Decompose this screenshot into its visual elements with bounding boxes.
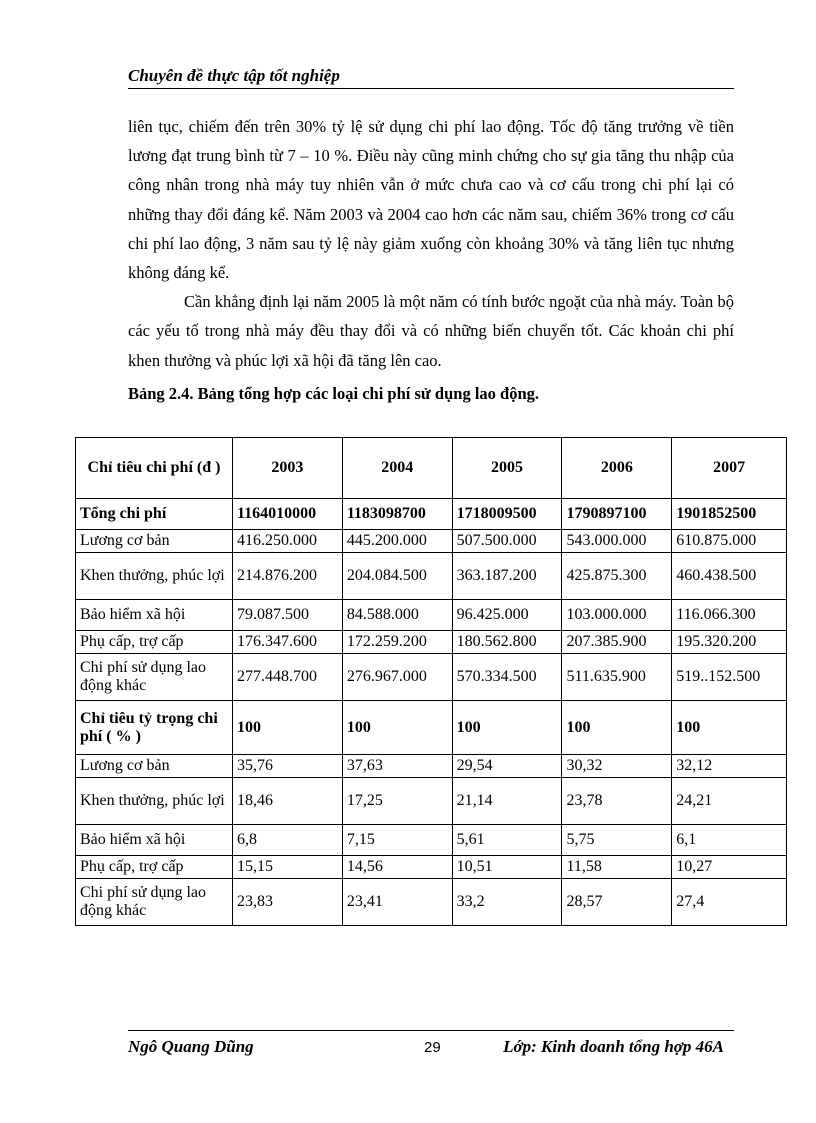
table-row [76, 553, 787, 600]
row-label: Tổng chi phí [76, 499, 233, 530]
value-cell: 1790897100 [562, 499, 672, 530]
value-cell: 18,46 [233, 778, 343, 825]
table-row [76, 600, 787, 631]
row-label: Chỉ tiêu tỷ trọng chi phí ( % ) [76, 701, 233, 755]
value-cell: 24,21 [672, 778, 787, 825]
table-row [76, 755, 787, 778]
value-cell: 100 [342, 701, 452, 755]
row-label: Bảo hiểm xã hội [76, 825, 233, 856]
row-label: Bảo hiểm xã hội [76, 600, 233, 631]
value-cell: 21,14 [452, 778, 562, 825]
value-cell: 27,4 [672, 879, 787, 926]
value-cell: 100 [672, 701, 787, 755]
value-cell: 425.875.300 [562, 553, 672, 600]
row-label: Chi phí sử dụng lao động khác [76, 654, 233, 701]
year-cell: 2007 [672, 438, 787, 499]
page-number: 29 [424, 1039, 441, 1056]
value-cell: 363.187.200 [452, 553, 562, 600]
table-row [76, 530, 787, 553]
value-cell: 207.385.900 [562, 631, 672, 654]
year-cell: 2004 [342, 438, 452, 499]
value-cell: 29,54 [452, 755, 562, 778]
value-cell: 204.084.500 [342, 553, 452, 600]
value-cell: 1183098700 [342, 499, 452, 530]
value-cell: 100 [233, 701, 343, 755]
table-row [76, 499, 787, 530]
value-cell: 15,15 [233, 856, 343, 879]
value-cell: 10,27 [672, 856, 787, 879]
value-cell: 10,51 [452, 856, 562, 879]
year-cell: 2005 [452, 438, 562, 499]
value-cell: 276.967.000 [342, 654, 452, 701]
value-cell: 33,2 [452, 879, 562, 926]
value-cell: 7,15 [342, 825, 452, 856]
value-cell: 23,41 [342, 879, 452, 926]
header-label-cell: Chỉ tiêu chi phí (đ ) [76, 438, 233, 499]
value-cell: 23,83 [233, 879, 343, 926]
value-cell: 100 [452, 701, 562, 755]
year-cell: 2003 [233, 438, 343, 499]
row-label: Lương cơ bản [76, 755, 233, 778]
value-cell: 1901852500 [672, 499, 787, 530]
header-title: Chuyên đề thực tập tốt nghiệp [128, 66, 340, 85]
table-caption: Bảng 2.4. Bảng tổng hợp các loại chi phí sử dụng lao động. [128, 384, 540, 403]
value-cell: 23,78 [562, 778, 672, 825]
value-cell: 180.562.800 [452, 631, 562, 654]
value-cell: 5,75 [562, 825, 672, 856]
value-cell: 96.425.000 [452, 600, 562, 631]
value-cell: 610.875.000 [672, 530, 787, 553]
footer-class: Lớp: Kinh doanh tổng hợp 46A [503, 1037, 724, 1056]
value-cell: 32,12 [672, 755, 787, 778]
table-row [76, 879, 787, 926]
row-label: Lương cơ bản [76, 530, 233, 553]
value-cell: 1718009500 [452, 499, 562, 530]
page-footer [128, 1030, 734, 1061]
row-label: Khen thưởng, phúc lợi [76, 553, 233, 600]
value-cell: 5,61 [452, 825, 562, 856]
value-cell: 416.250.000 [233, 530, 343, 553]
table-row [76, 631, 787, 654]
row-label: Phụ cấp, trợ cấp [76, 631, 233, 654]
value-cell: 543.000.000 [562, 530, 672, 553]
value-cell: 172.259.200 [342, 631, 452, 654]
table-header-row [76, 438, 787, 499]
value-cell: 176.347.600 [233, 631, 343, 654]
value-cell: 100 [562, 701, 672, 755]
labor-cost-table [75, 437, 787, 926]
page-header [128, 66, 734, 89]
value-cell: 6,8 [233, 825, 343, 856]
value-cell: 17,25 [342, 778, 452, 825]
value-cell: 79.087.500 [233, 600, 343, 631]
table-row [76, 654, 787, 701]
value-cell: 214.876.200 [233, 553, 343, 600]
row-label: Khen thưởng, phúc lợi [76, 778, 233, 825]
value-cell: 6,1 [672, 825, 787, 856]
value-cell: 195.320.200 [672, 631, 787, 654]
row-label: Phụ cấp, trợ cấp [76, 856, 233, 879]
value-cell: 507.500.000 [452, 530, 562, 553]
value-cell: 570.334.500 [452, 654, 562, 701]
value-cell: 11,58 [562, 856, 672, 879]
value-cell: 103.000.000 [562, 600, 672, 631]
row-label: Chi phí sử dụng lao động khác [76, 879, 233, 926]
year-cell: 2006 [562, 438, 672, 499]
table-row [76, 825, 787, 856]
value-cell: 14,56 [342, 856, 452, 879]
value-cell: 445.200.000 [342, 530, 452, 553]
value-cell: 35,76 [233, 755, 343, 778]
value-cell: 37,63 [342, 755, 452, 778]
table-row [76, 856, 787, 879]
paragraph-1: liên tục, chiếm đến trên 30% tỷ lệ sử dụng chi phí lao động. Tốc độ tăng trưởng về tiền lương đạt trung bình từ 7 – 10 %. Điều này cũng minh chứng cho sự gia tăng thu nhập của công nhân trong nhà máy tuy nhiên vẫn ở mức chưa cao và cơ cấu trong chi phí lại có những thay đổi đáng kể. Năm 2003 và 2004 cao hơn các năm sau, chiếm 36% trong cơ cấu chi phí lao động, 3 năm sau tỷ lệ này giảm xuống còn khoảng 30% và tăng liên tục nhưng không đáng kể. [128, 117, 734, 283]
table-row [76, 778, 787, 825]
body-text [128, 112, 734, 375]
value-cell: 277.448.700 [233, 654, 343, 701]
value-cell: 519..152.500 [672, 654, 787, 701]
footer-author: Ngô Quang Dũng [128, 1037, 254, 1056]
value-cell: 1164010000 [233, 499, 343, 530]
value-cell: 460.438.500 [672, 553, 787, 600]
paragraph-2: Cần khẳng định lại năm 2005 là một năm có tính bước ngoặt của nhà máy. Toàn bộ các yếu tố trong nhà máy đều thay đổi và có những biến chuyển tốt. Các khoản chi phí khen thưởng và phúc lợi xã hội đã tăng lên cao. [128, 292, 734, 370]
value-cell: 30,32 [562, 755, 672, 778]
value-cell: 84.588.000 [342, 600, 452, 631]
value-cell: 28,57 [562, 879, 672, 926]
value-cell: 511.635.900 [562, 654, 672, 701]
value-cell: 116.066.300 [672, 600, 787, 631]
table-row [76, 701, 787, 755]
